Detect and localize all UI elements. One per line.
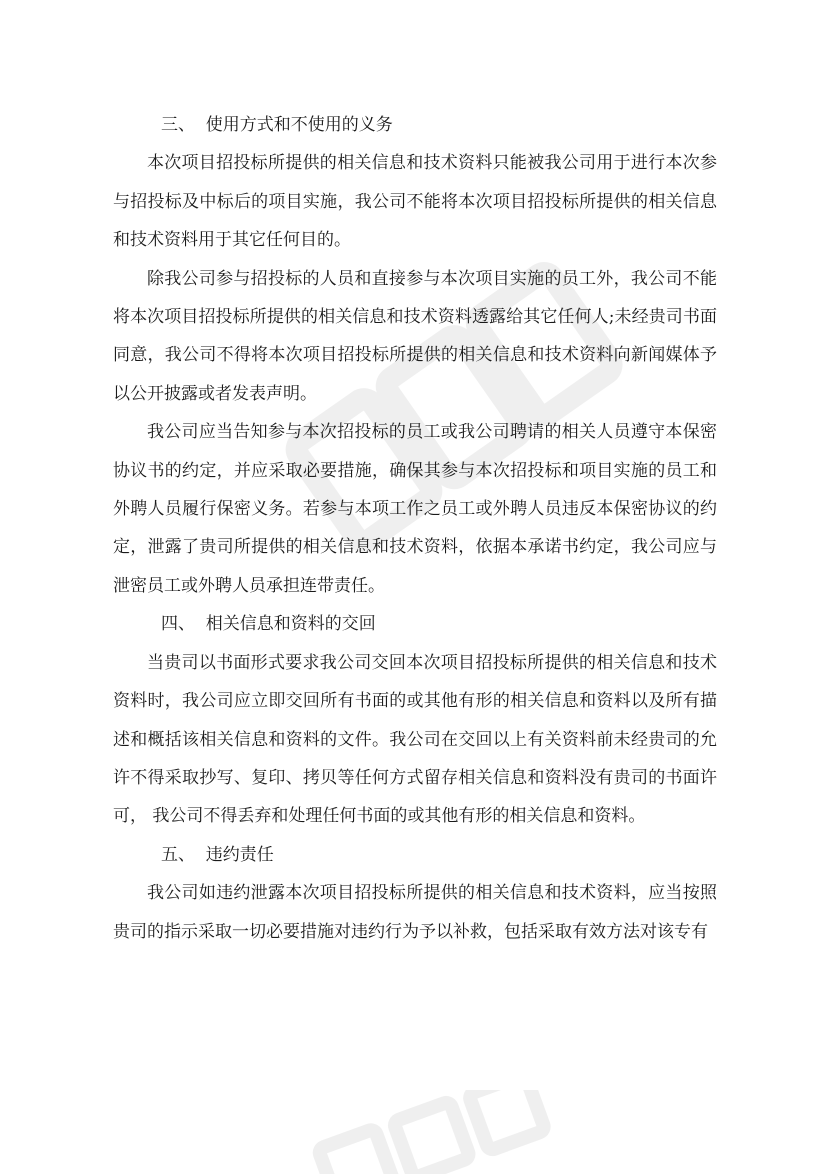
watermark-logo-bottom [300, 1090, 560, 1174]
paragraph-usage-2: 除我公司参与招投标的人员和直接参与本次项目实施的员工外，我公司不能将本次项目招投标所提供的相关信息和技术资料透露给其它任何人;未经贵司书面同意，我公司不得将本次项目招投标所提供的相关信息和技术资料向新闻媒体予以公开披露或者发表声明。 [113, 268, 717, 404]
section-heading-liability: 五、 违约责任 [161, 844, 274, 865]
paragraph-return-1: 当贵司以书面形式要求我公司交回本次项目招投标所提供的相关信息和技术资料时，我公司应立即交回所有书面的或其他有形的相关信息和资料以及所有描述和概括该相关信息和资料的文件。我公司在交回以上有关资料前未经贵司的允许不得采取抄写、复印、拷贝等任何方式留存相关信息和资料没有贵司的书面许可， 我公司不得丢弃和处理任何书面的或其他有形的相关信息和资料。 [113, 652, 717, 827]
document-body [113, 106, 717, 951]
paragraph-usage-1: 本次项目招投标所提供的相关信息和技术资料只能被我公司用于进行本次参与招投标及中标后的项目实施，我公司不能将本次项目招投标所提供的相关信息和技术资料用于其它任何目的。 [113, 153, 717, 251]
paragraph-liability-1: 我公司如违约泄露本次项目招投标所提供的相关信息和技术资料，应当按照贵司的指示采取一切必要措施对违约行为予以补救，包括采取有效方法对该专有 [113, 883, 717, 942]
paragraph-usage-3: 我公司应当告知参与本次招投标的员工或我公司聘请的相关人员遵守本保密协议书的约定，并应采取必要措施，确保其参与本次招投标和项目实施的员工和外聘人员履行保密义务。若参与本项工作之员工或外聘人员违反本保密协议的约定，泄露了贵司所提供的相关信息和技术资料，依据本承诺书约定，我公司应与泄密员工或外聘人员承担连带责任。 [113, 422, 717, 596]
section-heading-return: 四、 相关信息和资料的交回 [161, 614, 376, 635]
section-heading-usage: 三、 使用方式和不使用的义务 [161, 115, 393, 135]
